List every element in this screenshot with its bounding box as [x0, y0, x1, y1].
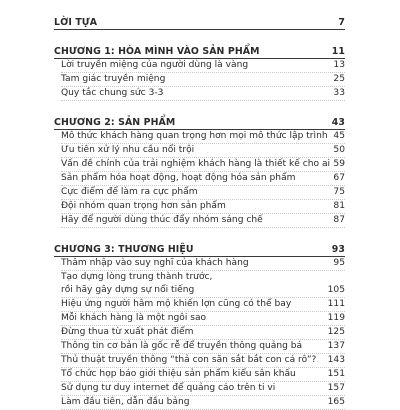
toc-entry[interactable]	[54, 298, 345, 311]
page-number: 119	[327, 313, 345, 323]
preface-heading[interactable]	[54, 16, 345, 29]
chapter-heading-label: CHƯƠNG 2: SẢN PHẨM	[54, 117, 176, 128]
table-of-contents	[54, 12, 345, 410]
toc-entry-label: rồi hãy gây dựng sự nổi tiếng	[61, 285, 195, 295]
toc-entry[interactable]	[54, 396, 345, 409]
page-number: 33	[333, 88, 345, 98]
page-number: 111	[327, 299, 345, 309]
preface-heading-label: LỜI TỰA	[54, 17, 98, 28]
chapter-heading[interactable]	[54, 116, 345, 129]
toc-entry-label: Thâm nhập vào suy nghĩ của khách hàng	[61, 258, 249, 268]
toc-entry[interactable]	[54, 340, 345, 353]
toc-entry-label: Thông tin cơ bản là gốc rễ để truyền thông quảng bá	[61, 341, 303, 351]
toc-entry-label: Lời truyền miệng của người dùng là vàng	[61, 60, 249, 70]
chapter-heading-label: CHƯƠNG 1: HÒA MÌNH VÀO SẢN PHẨM	[54, 46, 260, 57]
page-number: 125	[327, 327, 345, 337]
spacer	[54, 228, 345, 243]
page-number: 165	[327, 397, 345, 407]
toc-entry-label: Ưu tiên xử lý nhu cầu nổi trội	[61, 145, 195, 155]
toc-entry-label: Đội nhóm quan trọng hơn sản phẩm	[61, 201, 226, 211]
toc-entry[interactable]	[54, 172, 345, 185]
toc-entry-label: Hiệu ứng người hâm mộ khiến lợn cũng có thể bay	[61, 299, 292, 309]
page-number: 59	[333, 159, 345, 169]
toc-entry[interactable]	[54, 312, 345, 325]
toc-entry[interactable]	[54, 59, 345, 72]
toc-entry[interactable]	[54, 87, 345, 100]
page-number: 7	[338, 17, 345, 28]
toc-entry-label: Quy tắc chung sức 3-3	[61, 88, 164, 98]
toc-entry-label: Cực điểm để làm ra cực phẩm	[61, 187, 198, 197]
page-number: 43	[331, 117, 345, 128]
page-number: 25	[333, 74, 345, 84]
toc-entry-label: Mô thức khách hàng quan trọng hơn mọi mô thức lập trình	[61, 131, 328, 141]
toc-entry-label: Thủ thuật truyền thông “thả con săn sắt bắt con cá rô”?	[61, 355, 317, 365]
page-number: 13	[333, 60, 345, 70]
toc-entry[interactable]	[54, 73, 345, 86]
chapter-heading[interactable]	[54, 243, 345, 256]
toc-entry[interactable]	[54, 186, 345, 199]
toc-entry-label: Đừng thua từ xuất phát điểm	[61, 327, 194, 337]
page-number: 87	[333, 215, 345, 225]
page-number: 45	[333, 131, 345, 141]
toc-entry[interactable]	[54, 271, 345, 284]
chapter-heading[interactable]	[54, 45, 345, 58]
toc-entry[interactable]	[54, 158, 345, 171]
toc-entry[interactable]	[54, 200, 345, 213]
toc-entry[interactable]	[54, 382, 345, 395]
page-number: 157	[327, 383, 345, 393]
toc-entry-label: Hãy để người dùng thúc đẩy nhóm sáng chế	[61, 215, 263, 225]
toc-entry[interactable]	[54, 214, 345, 227]
spacer	[54, 30, 345, 45]
page-number: 81	[333, 201, 345, 211]
toc-entry[interactable]	[54, 368, 345, 381]
page-number: 137	[327, 341, 345, 351]
toc-entry-label: Vấn đề chính của trải nghiệm khách hàng là thiết kế cho ai	[61, 159, 331, 169]
toc-entry[interactable]	[54, 257, 345, 270]
toc-entry[interactable]	[54, 284, 345, 297]
toc-entry-label: Tam giác truyền miệng	[61, 74, 166, 84]
page-number: 105	[327, 285, 345, 295]
page-number: 67	[333, 173, 345, 183]
page-number: 75	[333, 187, 345, 197]
spacer	[54, 101, 345, 116]
toc-entry-label: Sản phẩm hóa hoạt động, hoạt động hóa sản phẩm	[61, 173, 296, 183]
page-number: 143	[327, 355, 345, 365]
toc-entry[interactable]	[54, 354, 345, 367]
page-number: 93	[331, 244, 345, 255]
toc-entry-label: Tạo dựng lòng trung thành trước,	[61, 272, 213, 282]
page-number: 50	[333, 145, 345, 155]
toc-entry-label: Làm đầu tiên, dẫn đầu bảng	[61, 397, 190, 407]
toc-entry[interactable]	[54, 130, 345, 143]
page-number: 11	[331, 46, 345, 57]
toc-entry-label: Sử dụng tư duy internet để quảng cáo trên ti vi	[61, 383, 276, 393]
toc-entry-label: Tổ chức họp báo giới thiệu sản phẩm kiểu sân khấu	[61, 369, 296, 379]
chapter-heading-label: CHƯƠNG 3: THƯƠNG HIỆU	[54, 244, 194, 255]
toc-entry[interactable]	[54, 144, 345, 157]
toc-entry-label: Mỗi khách hàng là một ngôi sao	[61, 313, 207, 323]
page-number: 151	[327, 369, 345, 379]
toc-entry[interactable]	[54, 326, 345, 339]
page-number: 95	[333, 258, 345, 268]
